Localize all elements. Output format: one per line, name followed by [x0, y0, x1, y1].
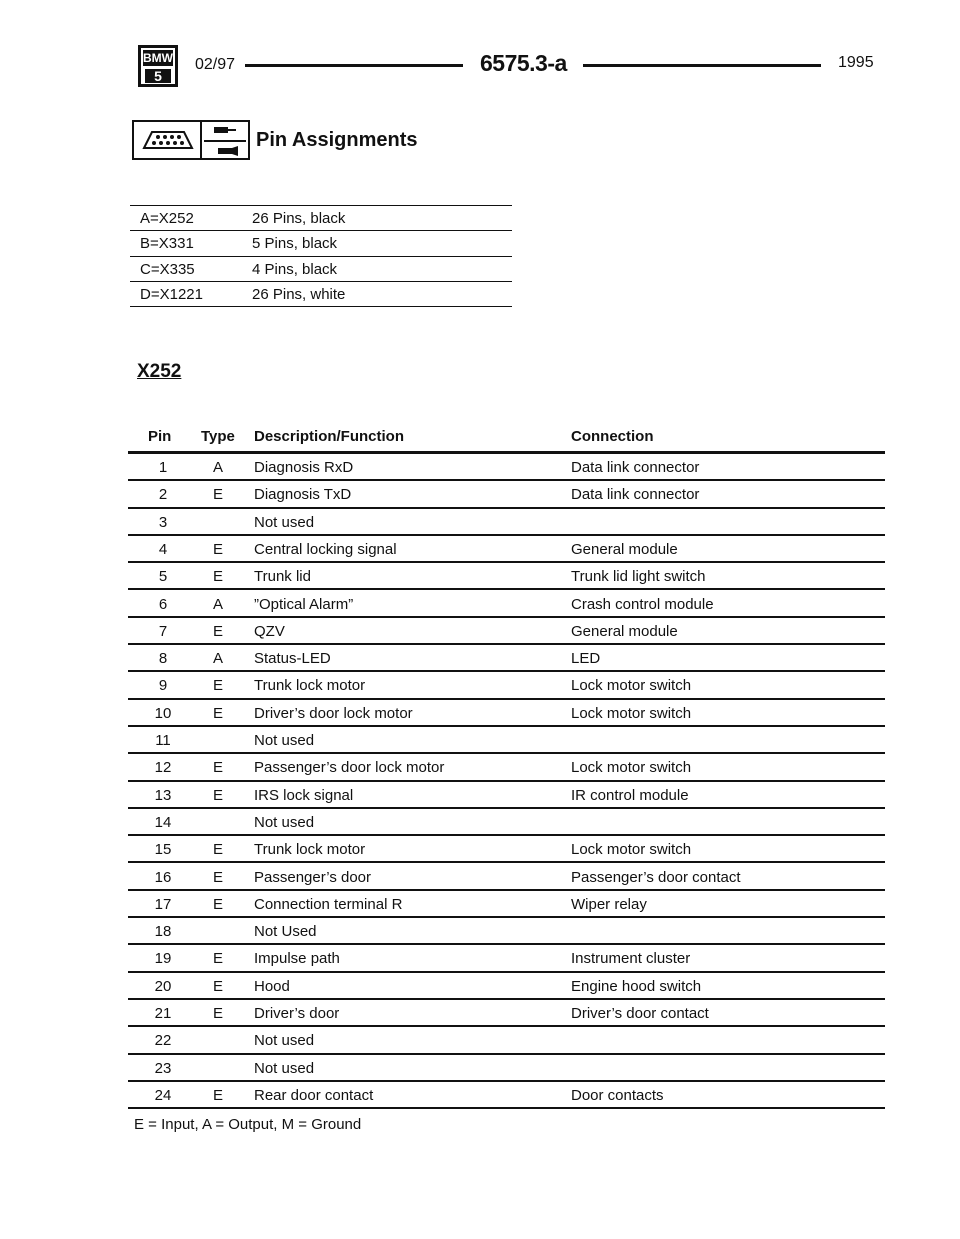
column-header-pin: Pin: [148, 428, 172, 445]
document-code: 6575.3-a: [480, 50, 567, 76]
pin-connection: Instrument cluster: [571, 950, 691, 968]
pin-description: Connection terminal R: [254, 895, 403, 913]
connector-row: [130, 205, 512, 231]
pin-number: 11: [155, 732, 171, 749]
table-row: [128, 782, 885, 809]
table-row: [128, 973, 885, 1000]
pin-number: 5: [158, 568, 168, 586]
pin-type: E: [212, 950, 223, 968]
connector-id: B=X331: [140, 235, 194, 252]
pin-type: E: [212, 841, 223, 859]
pin-description: Passenger’s door: [254, 868, 372, 886]
pin-type: E: [212, 704, 223, 722]
page-title: Pin Assignments: [256, 129, 418, 151]
pin-connection: Passenger’s door contact: [571, 868, 741, 886]
pin-description: Not used: [254, 513, 315, 531]
bmw-logo: [138, 45, 178, 87]
table-row: [128, 672, 885, 699]
pin-number: 6: [158, 595, 168, 613]
pin-description: Not used: [254, 1032, 315, 1050]
pin-type: E: [212, 895, 223, 913]
pin-connection: General module: [571, 540, 678, 558]
table-row: [128, 563, 885, 590]
pin-description: Trunk lid: [254, 568, 311, 586]
pin-description: Driver’s door: [254, 1005, 340, 1022]
pin-description: Rear door contact: [254, 1086, 374, 1104]
pin-type: E: [212, 622, 223, 640]
pin-description: Diagnosis RxD: [254, 459, 354, 476]
pin-number: 22: [154, 1032, 172, 1050]
pin-description: Impulse path: [254, 950, 340, 968]
pin-connection: Door contacts: [571, 1086, 664, 1104]
pin-type: A: [212, 459, 223, 476]
pin-type: E: [212, 486, 223, 504]
table-row: [128, 1082, 885, 1109]
pin-connection: Crash control module: [571, 595, 714, 613]
pin-number: 15: [154, 841, 172, 859]
pin-connection: Driver’s door contact: [571, 1005, 709, 1022]
pin-description: Status-LED: [254, 650, 331, 668]
pin-number: 19: [154, 950, 172, 968]
pin-connection: Data link connector: [571, 459, 700, 476]
pin-type: E: [212, 759, 223, 777]
pin-number: 13: [154, 786, 172, 804]
table-row: [128, 618, 885, 645]
pin-type: E: [212, 540, 223, 558]
pin-description: Passenger’s door lock motor: [254, 759, 445, 777]
pin-icon: [202, 120, 250, 160]
pin-connection: LED: [571, 650, 601, 668]
pin-description: Hood: [254, 977, 290, 995]
pin-number: 10: [154, 704, 172, 722]
pin-description: Not Used: [254, 923, 317, 941]
pin-number: 23: [154, 1059, 172, 1077]
header-year: 1995: [838, 54, 874, 71]
column-header-type: Type: [201, 428, 235, 445]
pin-number: 20: [154, 977, 172, 995]
connector-desc: 4 Pins, black: [252, 261, 338, 278]
pin-number: 4: [158, 540, 168, 558]
pin-connection: IR control module: [571, 786, 689, 804]
pin-description: Trunk lock motor: [254, 841, 366, 859]
table-row: [128, 454, 885, 481]
pin-number: 7: [158, 622, 168, 640]
table-row: [128, 754, 885, 781]
pin-description: Not used: [254, 732, 315, 749]
logo-series: 5: [145, 69, 171, 83]
table-row: [128, 509, 885, 536]
table-row: [128, 536, 885, 563]
pin-description: Diagnosis TxD: [254, 486, 352, 504]
pin-number: 12: [154, 759, 172, 777]
table-row: [128, 836, 885, 863]
pin-number: 3: [158, 513, 168, 531]
table-row: [128, 591, 885, 618]
pin-description: ”Optical Alarm”: [254, 595, 354, 613]
table-row: [128, 1055, 885, 1082]
connector-row: [130, 281, 512, 307]
pin-description: Trunk lock motor: [254, 677, 366, 695]
header-rule-left: [245, 64, 463, 67]
section-title: X252: [137, 361, 182, 382]
connector-icon: [132, 120, 202, 160]
connector-id: D=X1221: [140, 286, 203, 303]
pin-type: A: [212, 650, 223, 668]
pin-number: 1: [158, 459, 168, 476]
pin-number: 14: [154, 813, 172, 831]
column-header-connection: Connection: [571, 428, 654, 445]
pin-number: 16: [154, 868, 172, 886]
type-legend: E = Input, A = Output, M = Ground: [134, 1116, 362, 1133]
connector-id: A=X252: [140, 210, 194, 227]
table-row: [128, 727, 885, 754]
table-row: [128, 809, 885, 836]
pin-description: Central locking signal: [254, 540, 397, 558]
pin-number: 9: [158, 677, 168, 695]
pin-connection: Wiper relay: [571, 895, 647, 913]
pin-type: E: [212, 977, 223, 995]
pin-description: Not used: [254, 1059, 315, 1077]
connector-desc: 5 Pins, black: [252, 235, 338, 252]
pin-connection: Lock motor switch: [571, 677, 692, 695]
pin-connection: General module: [571, 622, 678, 640]
column-header-description: Description/Function: [254, 428, 404, 445]
header-date: 02/97: [195, 56, 236, 73]
pin-description: IRS lock signal: [254, 786, 354, 804]
table-row: [128, 481, 885, 508]
pin-number: 24: [154, 1086, 172, 1104]
pin-description: Not used: [254, 813, 315, 831]
pin-number: 18: [154, 923, 172, 941]
table-row: [128, 645, 885, 672]
pin-number: 8: [158, 650, 168, 668]
header-rule-right: [583, 64, 821, 67]
connector-desc: 26 Pins, black: [252, 210, 346, 227]
pin-connection: Lock motor switch: [571, 759, 692, 777]
pin-number: 21: [154, 1005, 172, 1022]
summary-bottom-rule: [130, 306, 512, 307]
table-row: [128, 918, 885, 945]
table-row: [128, 945, 885, 972]
pin-type: A: [212, 595, 223, 613]
logo-brand: BMW: [143, 51, 173, 65]
connector-desc: 26 Pins, white: [252, 286, 346, 303]
pin-type: E: [212, 568, 223, 586]
pin-description: Driver’s door lock motor: [254, 704, 413, 722]
pin-connection: Trunk lid light switch: [571, 568, 706, 586]
table-row: [128, 1027, 885, 1054]
table-row: [128, 864, 885, 891]
pin-type: E: [212, 677, 223, 695]
pin-type: E: [212, 868, 223, 886]
table-row: [128, 700, 885, 727]
pin-connection: Lock motor switch: [571, 841, 692, 859]
table-row: [128, 1000, 885, 1027]
pin-number: 2: [158, 486, 168, 504]
connector-row: [130, 230, 512, 256]
pin-type: E: [212, 1086, 223, 1104]
connector-id: C=X335: [140, 261, 195, 278]
pin-type: E: [212, 786, 223, 804]
pin-connection: Engine hood switch: [571, 977, 702, 995]
pin-type: E: [212, 1005, 223, 1022]
pin-connection: Data link connector: [571, 486, 700, 504]
pin-connection: Lock motor switch: [571, 704, 692, 722]
table-row: [128, 891, 885, 918]
connector-row: [130, 256, 512, 282]
pin-number: 17: [154, 895, 172, 913]
pin-description: QZV: [254, 622, 285, 640]
